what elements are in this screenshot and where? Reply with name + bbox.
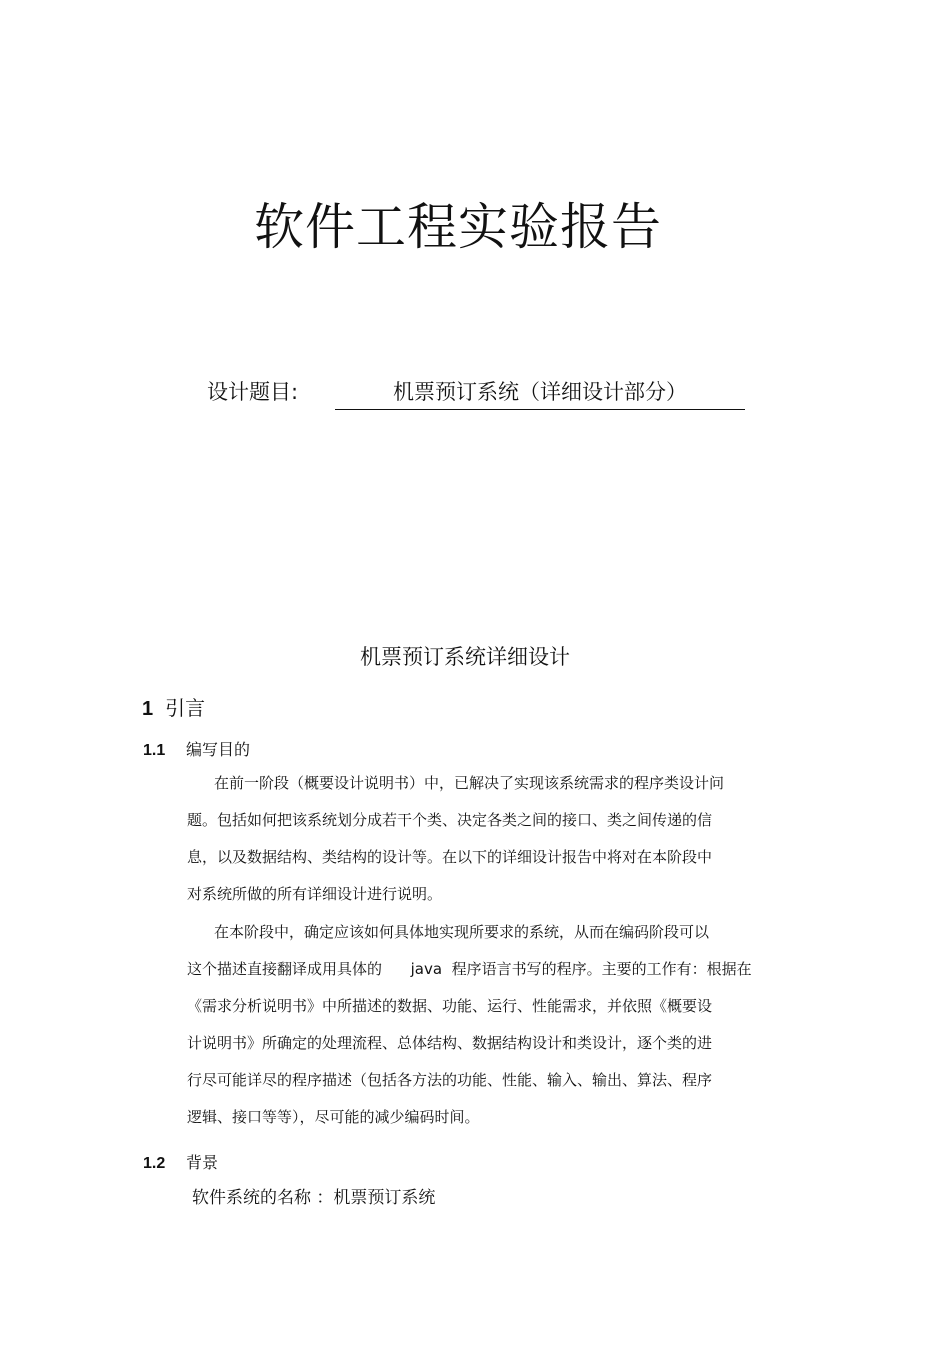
section-heading-purpose <box>143 737 250 760</box>
design-subject-value: 机票预订系统（详细设计部分） <box>335 376 745 410</box>
paragraph-line: 这个描述直接翻译成用具体的 java 程序语言书写的程序。主要的工作有：根据在 <box>187 960 752 979</box>
section-title: 编写目的 <box>186 740 251 759</box>
section-heading: 机票预订系统详细设计 <box>360 645 570 669</box>
design-subject-label: 设计题目: <box>207 380 299 404</box>
chapter-number: 1 <box>142 698 154 720</box>
section-number: 1.2 <box>143 1155 166 1172</box>
software-name-line: 软件系统的名称 ：机票预订系统 <box>192 1188 436 1208</box>
paragraph-line: 对系统所做的所有详细设计进行说明。 <box>187 885 443 904</box>
purpose-paragraph-2 <box>187 914 777 1137</box>
paragraph-line: 行尽可能详尽的程序描述（包括各方法的功能、性能、输入、输出、算法、程序 <box>187 1071 713 1090</box>
document-title: 软件工程实验报告 <box>254 198 662 256</box>
section-heading-background <box>143 1150 218 1173</box>
purpose-paragraph-1 <box>187 765 777 913</box>
paragraph-line: 计说明书》所确定的处理流程、总体结构、数据结构设计和类设计，逐个类的进 <box>187 1034 713 1053</box>
chapter-title: 引言 <box>165 696 206 720</box>
paragraph-line: 《需求分析说明书》中所描述的数据、功能、运行、性能需求，并依照《概要设 <box>187 997 713 1016</box>
section-title: 背景 <box>186 1153 219 1172</box>
chapter-heading-introduction <box>142 692 205 721</box>
section-number: 1.1 <box>143 742 166 759</box>
paragraph-line: 在本阶段中，确定应该如何具体地实现所要求的系统，从而在编码阶段可以 <box>214 923 710 941</box>
paragraph-line: 息，以及数据结构、类结构的设计等。在以下的详细设计报告中将对在本阶段中 <box>187 848 713 867</box>
paragraph-line: 逻辑、接口等等），尽可能的减少编码时间。 <box>187 1108 480 1127</box>
paragraph-line: 题。包括如何把该系统划分成若干个类、决定各类之间的接口、类之间传递的信 <box>187 811 713 830</box>
paragraph-line: 在前一阶段（概要设计说明书）中，已解决了实现该系统需求的程序类设计问 <box>214 774 725 792</box>
